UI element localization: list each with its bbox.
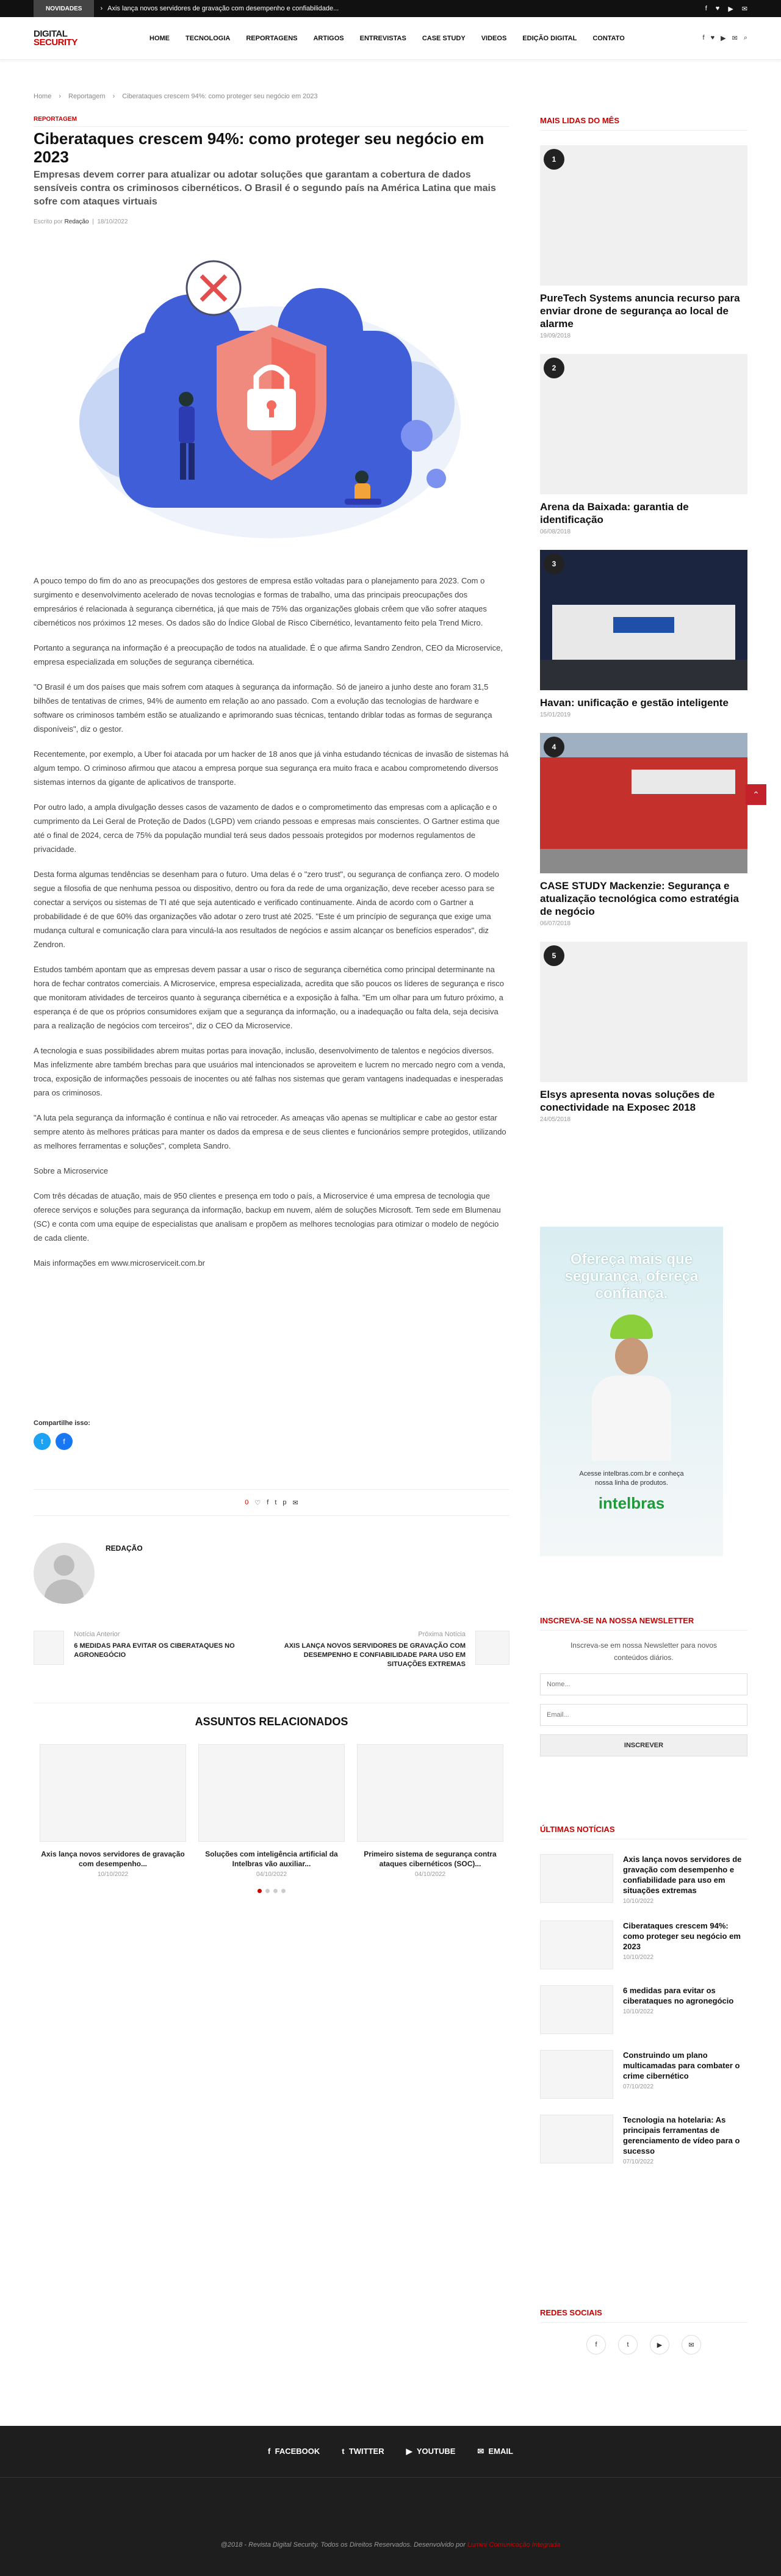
next-thumb[interactable] <box>475 1631 509 1665</box>
related-thumb[interactable] <box>198 1744 345 1842</box>
paragraph: "O Brasil é um dos países que mais sofrem com ataques à segurança da informação. Só de janeiro a junho deste ano foram 31,5 bilhões de tentativas de crimes, 94% de aumento em relação ao ano passado. Com a evolução das tecnologias de hardware e software os criminosos também estão se atualizando e aprimorando suas técnicas, tentando driblar todas as formas de segurança disponíveis", diz o gestor. <box>34 682 492 734</box>
news-label: NOVIDADES <box>34 0 94 17</box>
latest-item-title[interactable]: 6 medidas para evitar os ciberataques no agronegócio <box>623 1986 734 2005</box>
latest-thumb[interactable] <box>540 1854 613 1903</box>
rank-badge: 2 <box>544 358 564 378</box>
article-subtitle: Empresas devem correr para atualizar ou adotar soluções que garantam a cobertura de dados sensíveis contra os criminosos cibernéticos. O Brasil é o segundo país na América Latina que mais sofre com ataques virtuais <box>34 170 496 207</box>
newsletter-text: Inscreva-se em nossa Newsletter para novos conteúdos diários. <box>570 1641 718 1662</box>
intelbras-ad[interactable] <box>540 1227 723 1556</box>
latest-item-date: 10/10/2022 <box>623 2008 654 2015</box>
subscribe-button[interactable]: INSCREVER <box>540 1734 747 1756</box>
name-input[interactable] <box>540 1673 747 1695</box>
ticker-headline[interactable]: Axis lança novos servidores de gravação com desempenho e confiabilidade... <box>107 5 339 12</box>
nav-case-study[interactable]: CASE STUDY <box>422 34 466 42</box>
author-link[interactable]: Redação <box>64 218 89 225</box>
rank-badge: 4 <box>544 737 564 757</box>
post-navigation <box>34 1631 509 1679</box>
facebook-icon[interactable]: f <box>267 1499 269 1506</box>
latest-item-title[interactable]: Axis lança novos servidores de gravação com desempenho e confiabilidade para uso em situações extremas <box>623 1855 742 1895</box>
latest-widget <box>540 1825 747 2165</box>
popular-item-date: 19/09/2018 <box>540 333 571 339</box>
related-item[interactable] <box>40 1744 186 1878</box>
newsletter-title: INSCREVA-SE NA NOSSA NEWSLETTER <box>540 1616 747 1631</box>
latest-item-date: 10/10/2022 <box>623 1954 654 1961</box>
site-footer <box>0 2426 781 2576</box>
paragraph: Desta forma algumas tendências se desenham para o futuro. Uma delas é o "zero trust", ou segurança de confiança zero. O modelo segue a filosofia de que nenhuma pessoa ou dispositivo, dentro ou fora da rede de uma organização, deve receber acesso para se conectar a serviços ou sistemas de TI até que seja autenticado e verificado continuamente. Ainda de acordo com o Gartner a probabilidade é de que 60% das organizações vão adotar o zero trust até 2025. "Este é um princípio de segurança que exige uma mudança cultural e comunicação clara para vinculá-la aos resultados de negócios e assim alcançar os benefícios esperados", diz Zendron. <box>34 870 499 949</box>
prev-thumb[interactable] <box>34 1631 64 1665</box>
main-nav <box>149 35 625 42</box>
paragraph: A pouco tempo do fim do ano as preocupações dos gestores de empresa estão voltadas para o planejamento para 2023. Com o surgimento e desenvolvimento acelerado de novas tecnologias e formas de trabalho, uma das principais preocupações dos empresários é relacionada à segurança cibernética, já que mais de 75% das organizações globais crêem que vão sofrer ataques cibernéticos nos próximos 12 meses. Os dados são do Índice Global de Risco Cibernético, levantamento feito pela Trend Micro. <box>34 576 487 627</box>
chevron-up-icon: ⌃ <box>752 789 760 799</box>
popular-item[interactable] <box>540 354 747 535</box>
twitter-icon[interactable]: t <box>275 1499 277 1506</box>
breadcrumb <box>34 93 509 100</box>
latest-thumb[interactable] <box>540 2050 613 2099</box>
nav-artigos[interactable]: ARTIGOS <box>313 34 344 42</box>
nav-tecnologia[interactable]: TECNOLOGIA <box>185 34 231 42</box>
related-item[interactable] <box>357 1744 503 1878</box>
youtube-icon[interactable]: ▶ <box>650 2335 669 2354</box>
carousel-dot[interactable] <box>265 1889 270 1893</box>
logo[interactable]: DIGITAL SECURITY <box>34 28 77 48</box>
related-item-title[interactable]: Primeiro sistema de segurança contra ataques cibernéticos (SOC)... <box>364 1850 497 1868</box>
popular-title: MAIS LIDAS DO MÊS <box>540 116 747 131</box>
chevron-right-icon[interactable]: › <box>100 5 103 12</box>
popular-item-title[interactable]: Havan: unificação e gestão inteligente <box>540 697 729 709</box>
popular-item[interactable] <box>540 942 747 1123</box>
next-title[interactable]: AXIS LANÇA NOVOS SERVIDORES DE GRAVAÇÃO COM DESEMPENHO E CONFIABILIDADE PARA USO EM SITUAÇÕES EXTREMAS <box>284 1642 466 1668</box>
search-icon[interactable]: ⌕ <box>743 34 747 41</box>
footer-twitter[interactable]: t TWITTER <box>342 2447 384 2456</box>
nav-videos[interactable]: VIDEOS <box>481 34 507 42</box>
social-title: REDES SOCIAIS <box>540 2308 747 2323</box>
popular-item-date: 15/01/2019 <box>540 712 571 718</box>
twitter-icon[interactable]: ♥ <box>715 4 720 12</box>
latest-thumb[interactable] <box>540 1921 613 1969</box>
popular-widget <box>540 116 747 1123</box>
facebook-share-icon[interactable]: f <box>56 1433 73 1450</box>
developer-link[interactable]: Lumini Comunicação Integrada <box>467 2541 561 2549</box>
related-thumb[interactable] <box>357 1744 503 1842</box>
youtube-icon[interactable]: ▶ <box>728 5 733 13</box>
twitter-icon[interactable]: ♥ <box>710 34 715 41</box>
popular-item-title[interactable]: Arena da Baixada: garantia de identificação <box>540 501 689 525</box>
author-box <box>34 1543 509 1604</box>
social-widget <box>540 2308 747 2354</box>
popular-item-date: 06/08/2018 <box>540 529 571 535</box>
category-label[interactable]: REPORTAGEM <box>34 116 509 127</box>
latest-item[interactable] <box>540 1854 747 1905</box>
popular-thumb[interactable] <box>540 354 747 494</box>
article-body <box>34 574 509 1281</box>
latest-thumb[interactable] <box>540 2115 613 2163</box>
related-item[interactable] <box>198 1744 345 1878</box>
facebook-icon[interactable]: f <box>702 34 705 41</box>
youtube-icon[interactable]: ▶ <box>721 35 726 42</box>
nav-reportagens[interactable]: REPORTAGENS <box>246 34 298 42</box>
popular-item[interactable] <box>540 733 747 927</box>
carousel-dots <box>34 1889 509 1893</box>
popular-thumb[interactable] <box>540 145 747 286</box>
twitter-share-icon[interactable]: t <box>34 1433 51 1450</box>
site-header <box>0 17 781 60</box>
carousel-dot[interactable] <box>257 1889 262 1893</box>
page-title: Ciberataques crescem 94%: como proteger seu negócio em 2023 <box>34 129 484 166</box>
prev-label: Notícia Anterior <box>74 1631 120 1638</box>
latest-item-title[interactable]: Ciberataques crescem 94%: como proteger seu negócio em 2023 <box>623 1921 741 1951</box>
email-icon[interactable]: ✉ <box>741 5 747 13</box>
next-post[interactable] <box>278 1631 509 1679</box>
nav-contato[interactable]: CONTATO <box>592 34 625 42</box>
breadcrumb-sep: › <box>112 93 115 100</box>
prev-post[interactable] <box>34 1631 265 1679</box>
latest-item-date: 07/10/2022 <box>623 2084 654 2090</box>
latest-item[interactable] <box>540 2115 747 2165</box>
breadcrumb-current: Ciberataques crescem 94%: como proteger seu negócio em 2023 <box>122 93 318 100</box>
ad-brand: intelbras <box>598 1494 665 1512</box>
latest-title: ÚLTIMAS NOTÍCIAS <box>540 1825 747 1839</box>
ad-caption: Acesse intelbras.com.br e conheça nossa linha de produtos. <box>579 1470 684 1487</box>
popular-thumb[interactable] <box>540 550 747 690</box>
paragraph: Estudos também apontam que as empresas devem passar a usar o risco de segurança cibernética como principal determinante na hora de fechar contratos comerciais. A Microservice, empresa especializada, acredita que são poucos os líderes de segurança e risco que monitoram atividades de terceiros quanto à segurança cibernética e a exposição à falha. "Em um olhar para um futuro próximo, a esperança é de que os próprios consumidores exijam que a segurança da informação, ou a inadequação ou falta dela, seja decisiva para a realização de negócios com terceiros", diz o CEO da Microservice. <box>34 965 505 1030</box>
paragraph: Com três décadas de atuação, mais de 950 clientes e presença em todo o país, a Microservice é uma empresa de tecnologia que oferece serviços e soluções para segurança da informação, backup em nuvem, além de soluções Microsoft. Tem sede em Blumenau (SC) e conta com uma equipe de especialistas que analisam e propõem as melhores tecnologias para otimizar o modelo de negócio de cada cliente. <box>34 1191 501 1243</box>
carousel-dot[interactable] <box>281 1889 286 1893</box>
email-icon[interactable]: ✉ <box>732 35 738 42</box>
paragraph: Sobre a Microservice <box>34 1166 109 1175</box>
nav-entrevistas[interactable]: ENTREVISTAS <box>359 34 406 42</box>
email-icon[interactable]: ✉ <box>292 1499 298 1507</box>
ad-headline: Ofereça mais que segurança, ofereça confiança. <box>564 1251 699 1302</box>
heart-icon[interactable]: ♡ <box>254 1499 261 1507</box>
rank-badge: 3 <box>544 554 564 574</box>
next-label: Próxima Notícia <box>418 1631 466 1638</box>
top-bar <box>0 0 781 17</box>
related-thumb[interactable] <box>40 1744 186 1842</box>
paragraph: Portanto a segurança na informação é a preocupação de todos na atualidade. É o que afirma Sandro Zendron, CEO da Microservice, empresa especializada em soluções de segurança cibernética. <box>34 643 503 666</box>
breadcrumb-home[interactable]: Home <box>34 93 52 100</box>
latest-item[interactable] <box>540 1921 747 1969</box>
share-label: Compartilhe isso: <box>34 1420 90 1427</box>
carousel-dot[interactable] <box>273 1889 278 1893</box>
related-item-date: 04/10/2022 <box>256 1871 287 1878</box>
popular-thumb[interactable] <box>540 942 747 1082</box>
popular-item[interactable] <box>540 550 747 718</box>
popular-item-date: 06/07/2018 <box>540 920 571 927</box>
breadcrumb-sep: › <box>59 93 62 100</box>
popular-item-date: 24/05/2018 <box>540 1116 571 1123</box>
latest-item-date: 07/10/2022 <box>623 2159 654 2165</box>
related-item-date: 10/10/2022 <box>97 1871 129 1878</box>
latest-item-title[interactable]: Tecnologia na hotelaria: As principais ferramentas de gerenciamento de vídeo para o sucesso <box>623 2115 740 2156</box>
paragraph: Recentemente, por exemplo, a Uber foi atacada por um hacker de 18 anos que já vinha estudando técnicas de invasão de sistemas há algum tempo. O criminoso afirmou que atacou a empresa porque sua segurança era muito fraca e acabou comprometendo diversos sistemas internos da gigante de aplicativos de transporte. <box>34 749 509 787</box>
copyright: @2018 - Revista Digital Security. Todos os Direitos Reservados. Desenvolvido por Lumini Comunicação Integrada <box>220 2541 561 2549</box>
paragraph: Por outro lado, a ampla divulgação desses casos de vazamento de dados e o comprometimento das empresas com a aplicação e o cumprimento da Lei Geral de Proteção de Dados (LGPD) vem criando pessoas e empresas mais conscientes. O Gartner estima que até o final de 2024, cerca de 75% da população mundial terá seus dados pessoais protegidos por modernos regulamentos de privacidade. <box>34 803 500 854</box>
related-item-title[interactable]: Axis lança novos servidores de gravação com desempenho... <box>41 1850 185 1868</box>
popular-item-title[interactable]: Elsys apresenta novas soluções de conectividade na Exposec 2018 <box>540 1089 715 1113</box>
prev-title[interactable]: 6 MEDIDAS PARA EVITAR OS CIBERATAQUES NO AGRONEGÓCIO <box>74 1642 235 1659</box>
rank-badge: 1 <box>544 149 564 170</box>
author-name[interactable]: REDAÇÃO <box>106 1544 143 1553</box>
paragraph: Mais informações em www.microserviceit.com.br <box>34 1258 206 1268</box>
ticker[interactable] <box>94 5 339 12</box>
email-input[interactable] <box>540 1704 747 1726</box>
paragraph: "A luta pela segurança da informação é contínua e não vai retroceder. As ameaças vão apenas se multiplicar e cabe ao gestor estar sempre atento às melhores práticas para manter os dados da empresa e de seus clientes e funcionários sempre protegidos, utilizando as melhores ferramentas e soluções", completa Sandro. <box>34 1113 506 1150</box>
footer-youtube[interactable]: ▶ YOUTUBE <box>406 2447 456 2456</box>
back-to-top-button[interactable] <box>746 784 766 805</box>
article-meta: Escrito por Redação | 18/10/2022 <box>34 218 128 225</box>
newsletter-widget <box>540 1616 747 1756</box>
related-item-date: 04/10/2022 <box>414 1871 446 1878</box>
latest-item-title[interactable]: Construindo um plano multicamadas para combater o crime cibernético <box>623 2051 740 2080</box>
email-icon[interactable]: ✉ <box>682 2335 701 2354</box>
avatar[interactable] <box>34 1543 95 1604</box>
facebook-icon[interactable]: f <box>586 2335 606 2354</box>
hero-illustration <box>34 239 509 557</box>
share-bar <box>34 1489 509 1516</box>
nav-edicao-digital[interactable]: EDIÇÃO DIGITAL <box>522 34 577 42</box>
twitter-icon[interactable]: t <box>618 2335 638 2354</box>
latest-item[interactable] <box>540 1985 747 2034</box>
footer-facebook[interactable]: f FACEBOOK <box>268 2447 320 2456</box>
popular-item-title[interactable]: CASE STUDY Mackenzie: Segurança e atualização tecnológica como estratégia de negócio <box>540 880 739 917</box>
like-count: 0 <box>245 1499 249 1506</box>
breadcrumb-category[interactable]: Reportagem <box>68 93 106 100</box>
paragraph: A tecnologia e suas possibilidades abrem muitas portas para inovação, inclusão, desenvolvimento de talentos e negócios diversos. Mas infelizmente abre também brechas para que usuários mal intencionados se aproveitem e lucrem no mercado negro com a venda, troca, exposição de informações pessoais de inocentes ou até falhas nos sistemas que geram vantagens inadequadas e inesperadas para os criminosos. <box>34 1046 506 1097</box>
article-date: 18/10/2022 <box>97 218 128 225</box>
latest-item[interactable] <box>540 2050 747 2099</box>
popular-item-title[interactable]: PureTech Systems anuncia recurso para enviar drone de segurança ao local de alarme <box>540 292 740 330</box>
facebook-icon[interactable]: f <box>705 4 707 12</box>
related-item-title[interactable]: Soluções com inteligência artificial da Intelbras vão auxiliar... <box>205 1850 338 1868</box>
ad-image <box>586 1315 677 1461</box>
latest-thumb[interactable] <box>540 1985 613 2034</box>
related-title: ASSUNTOS RELACIONADOS <box>195 1716 348 1728</box>
rank-badge: 5 <box>544 945 564 966</box>
popular-thumb[interactable] <box>540 733 747 873</box>
footer-email[interactable]: ✉ EMAIL <box>477 2447 513 2456</box>
pinterest-icon[interactable]: p <box>283 1499 287 1506</box>
latest-item-date: 10/10/2022 <box>623 1898 654 1905</box>
popular-item[interactable] <box>540 145 747 339</box>
nav-home[interactable]: HOME <box>149 34 170 42</box>
